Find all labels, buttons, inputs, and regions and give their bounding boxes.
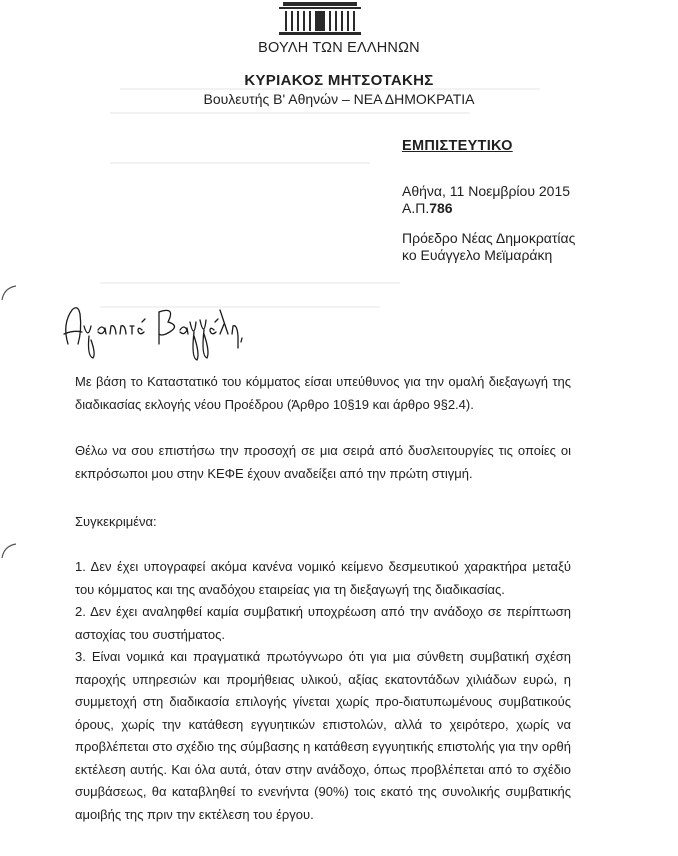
recipient-line-1: Πρόεδρο Νέας Δημοκρατίας <box>402 230 576 246</box>
paragraph-text: Με βάση το Καταστατικό του κόμματος είσαι υπεύθυνος για την ομαλή διεξαγωγή της διαδικασίας εκλογής νέου Προέδρου (Άρθρο 10§19 και άρθρο 9§2.4). <box>75 374 571 412</box>
handwritten-greeting <box>58 300 248 370</box>
bleed-through-line <box>100 282 400 284</box>
list-item: 2. Δεν έχει αναληφθεί καμία συμβατική υποχρέωση από την ανάδοχο σε περίπτωση αστοχίας του συστήματος. <box>75 604 571 642</box>
institution-name: ΒΟΥΛΗ ΤΩΝ ΕΛΛΗΝΩΝ <box>258 40 420 56</box>
sender-role: Βουλευτής Β' Αθηνών – ΝΕΑ ΔΗΜΟΚΡΑΤΙΑ <box>203 91 475 107</box>
list-item: 1. Δεν έχει υπογραφεί ακόμα κανένα νομικό κείμενο δεσμευτικού χαρακτήρα μεταξύ του κόμματος και της αναδόχου εταιρείας για τη διεξαγωγή της διαδικασίας. <box>75 559 571 597</box>
bleed-through-line <box>110 162 370 164</box>
recipient-line-2: κο Ευάγγελο Μεϊμαράκη <box>402 247 553 263</box>
paragraph-text: Θέλω να σου επιστήσω την προσοχή σε μια σειρά από δυσλειτουργίες τις οποίες οι εκπρόσωποι μου στην ΚΕΦΕ έχουν αναδείξει από την πρώτη στιγμή. <box>75 443 571 481</box>
protocol-value: 786 <box>429 200 453 216</box>
paragraph-specifically <box>75 511 571 534</box>
confidential-label: ΕΜΠΙΣΤΕΥΤΙΚΟ <box>402 138 513 154</box>
scan-edge-mark <box>0 282 20 302</box>
parliament-crest-icon <box>277 0 363 38</box>
paragraph-concerns <box>75 440 571 485</box>
numbered-list <box>75 556 571 826</box>
date-line: Αθήνα, 11 Νοεμβρίου 2015 <box>402 183 571 199</box>
protocol-number <box>402 200 453 217</box>
paragraph-text: Συγκεκριμένα: <box>75 514 157 529</box>
protocol-prefix: Α.Π. <box>402 200 430 216</box>
list-item: 3. Είναι νομικά και πραγματικά πρωτόγνωρο ότι για μια σύνθετη συμβατική σχέση παροχής υπηρεσιών και προμήθειας υλικού, αξίας εκατοντάδων χιλιάδων ευρώ, η συμμετοχή στη διαδικασία επιλογής γίνεται χωρίς προ-διατυπωμένους συμβατικούς όρους, χωρίς την κατάθεση εγγυητικών επιστολών, αλλά το χειρότερο, χωρίς να προβλέπεται στο σχέδιο της σύμβασης η κατάθεση εγγυητικής επιστολής για την ορθή εκτέλεση αυτής. Και όλα αυτά, όταν στην ανάδοχο, όπως προβλέπεται από το σχέδιο συμβάσεως, θα καταβληθεί το ενενήντα (90%) τοις εκατό της συνολικής συμβατικής αμοιβής της πριν την εκτέλεση του έργου. <box>75 649 571 822</box>
sender-name: ΚΥΡΙΑΚΟΣ ΜΗΤΣΟΤΑΚΗΣ <box>244 72 434 89</box>
paragraph-responsibility <box>75 371 571 416</box>
scan-edge-mark <box>0 540 20 560</box>
bleed-through-line <box>110 112 470 114</box>
